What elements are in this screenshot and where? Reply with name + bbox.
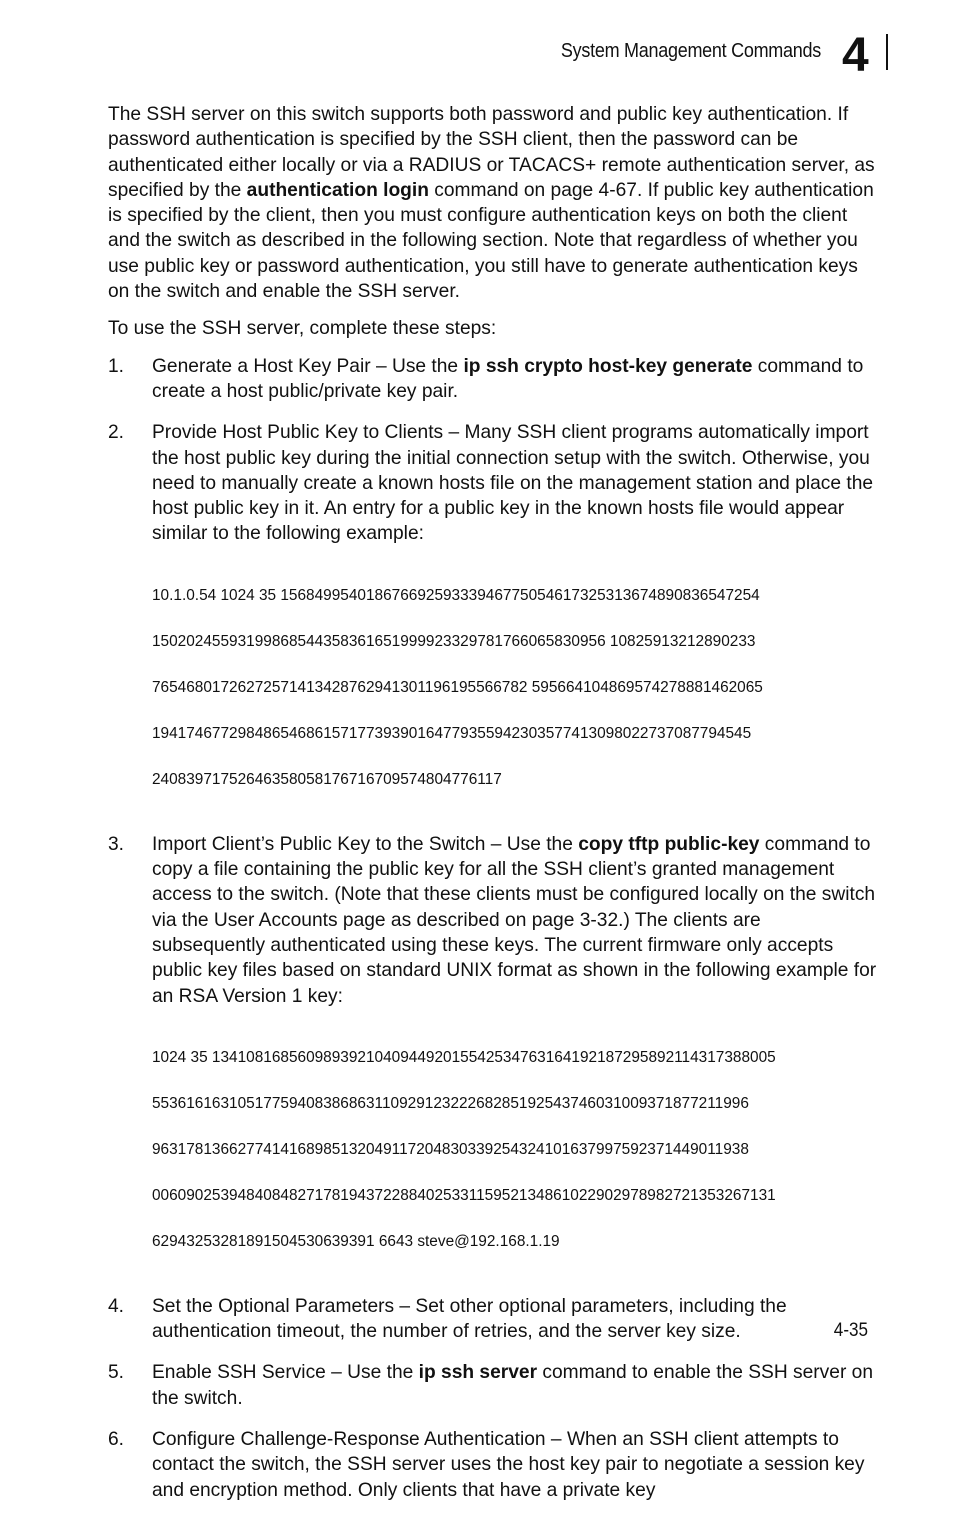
command-name: copy tftp public-key (578, 833, 760, 855)
step-text-post: command to copy a file containing the public key for all the SSH client’s granted management access to the switch. (Note that these clients must be configured locally on the switch via the User Accounts page as described on page 3-32.) The clients are subsequently authenticated using these keys. The current firmware only accepts public key files based on standard UNIX format as shown in the following example for an RSA Version 1 key: (152, 833, 877, 1007)
key-line: 15020245593199868544358361651999923329781766065830956 10825913212890233 (152, 632, 756, 650)
step-text (152, 832, 878, 1009)
intro-paragraph (108, 102, 878, 304)
step-number: 5. (108, 1362, 125, 1384)
page-header (0, 29, 954, 82)
key-line: 10.1.0.54 1024 35 15684995401867669259333946775054617325313674890836547254 (152, 586, 760, 604)
step-5 (108, 1360, 878, 1411)
step-text-pre: Generate a Host Key Pair – Use the (152, 355, 464, 377)
page-content (108, 102, 878, 1519)
command-name: ip ssh crypto host-key generate (463, 355, 753, 377)
intro-text: The SSH server on this switch supports both password and public key authentication. If password authentication is specified by the SSH client, then the password can be authenticated either locally or via a RADIUS or TACACS+ remote authentication server, as specified by the (108, 104, 875, 201)
step-number: 3. (108, 833, 125, 855)
step-number: 6. (108, 1429, 125, 1451)
step-text: Set the Optional Parameters – Set other optional parameters, including the authentication timeout, the number of retries, and the server key size. (152, 1295, 787, 1343)
step-text-post: command to create a host public/private key pair. (152, 355, 864, 402)
page-number: 4-35 (833, 1320, 868, 1341)
step-text (152, 354, 878, 405)
step-number: 4. (108, 1295, 125, 1317)
key-line: 5536161631051775940838686311092912322268285192543746031009371877211996 (152, 1094, 749, 1112)
step-1 (108, 354, 878, 405)
step-2 (108, 420, 878, 813)
command-authentication-login: authentication login (246, 179, 429, 201)
host-key-example (152, 561, 878, 814)
key-line: 76546801726272571413428762941301196195566782 595664104869574278881462065 (152, 678, 763, 696)
key-line: 9631781366277414168985132049117204830339254324101637997592371449011938 (152, 1140, 749, 1158)
steps-lead: To use the SSH server, complete these steps: (108, 318, 497, 340)
key-line: 0060902539484084827178194372288402533115952134861022902978982721353267131 (152, 1186, 776, 1204)
step-3 (108, 832, 878, 1276)
step-number: 2. (108, 422, 125, 444)
section-title: System Management Commands (560, 40, 821, 62)
step-text: Configure Challenge-Response Authentication – When an SSH client attempts to contact the switch, the SSH server uses the host key pair to negotiate a session key and encryption method. Only clients that have a private key (152, 1429, 865, 1501)
step-6 (108, 1427, 878, 1503)
step-text-pre: Import Client’s Public Key to the Switch – Use the (152, 833, 579, 855)
command-name: ip ssh server (418, 1362, 538, 1384)
step-number: 1. (108, 355, 125, 377)
step-text (152, 1360, 878, 1411)
intro-text-cont: command on page 4-67. If public key authentication is specified by the client, then you must configure authentication keys on both the client and the switch as described in the following section. Note that regardless of whether you use public key or password authentication, you still have to generate authentication keys on the switch and enable the SSH server. (108, 179, 874, 303)
rsa-key-example (152, 1023, 878, 1276)
chapter-number: 4 (842, 29, 869, 82)
chapter-rule (886, 34, 888, 70)
key-line: 1941746772984865468615717739390164779355942303577413098022737087794545 (152, 724, 752, 742)
key-line: 1024 35 134108168560989392104094492015542534763164192187295892114317388005 (152, 1048, 776, 1066)
step-text-pre: Enable SSH Service – Use the (152, 1362, 419, 1384)
key-line: 62943253281891504530639391 6643 steve@192.168.1.19 (152, 1232, 560, 1250)
step-text-post: command to enable the SSH server on the switch. (152, 1362, 874, 1409)
step-text: Provide Host Public Key to Clients – Many SSH client programs automatically import the host public key during the initial connection setup with the switch. Otherwise, you need to manually create a known hosts file on the management station and place the host public key in it. An entry for a public key in the known hosts file would appear similar to the following example: (152, 422, 874, 545)
step-4 (108, 1294, 878, 1345)
key-line: 24083971752646358058176716709574804776117 (152, 770, 502, 788)
